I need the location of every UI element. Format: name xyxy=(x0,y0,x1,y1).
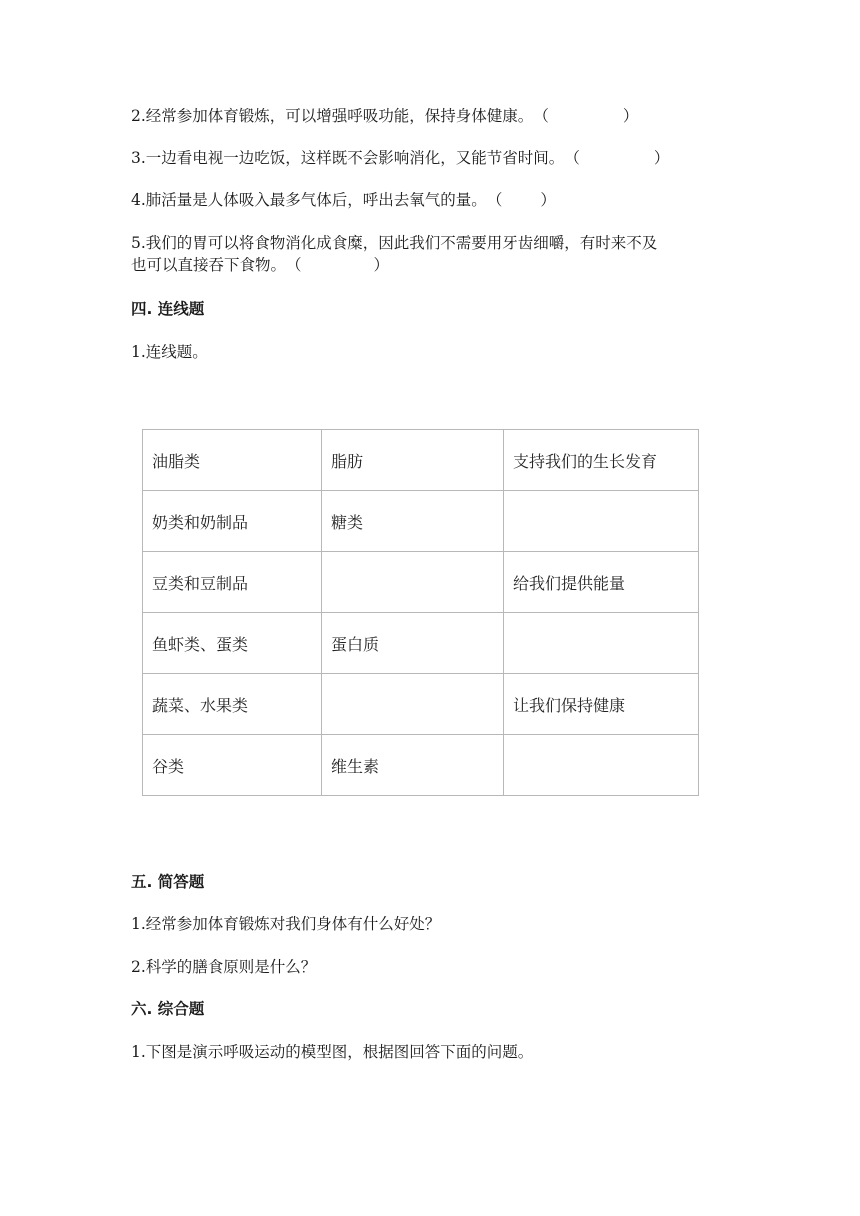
function-cell xyxy=(504,491,699,552)
matching-question xyxy=(131,341,208,363)
table-row xyxy=(143,552,699,613)
function-cell: 给我们提供能量 xyxy=(504,552,699,613)
item-text-line1: 我们的胃可以将食物消化成食糜，因此我们不需要用牙齿细嚼，有时来不及 xyxy=(145,234,658,252)
food-group-cell: 豆类和豆制品 xyxy=(143,552,322,613)
nutrient-cell xyxy=(322,552,504,613)
item-number: 4. xyxy=(131,191,146,209)
table-row xyxy=(143,613,699,674)
food-group-cell: 鱼虾类、蛋类 xyxy=(143,613,322,674)
function-cell xyxy=(504,735,699,796)
nutrient-cell: 蛋白质 xyxy=(322,613,504,674)
judgement-item-5-cont xyxy=(131,254,389,276)
item-number: 1. xyxy=(131,915,146,933)
comprehensive-question-1 xyxy=(131,1041,533,1063)
item-text: 一边看电视一边吃饭，这样既不会影响消化，又能节省时间。 xyxy=(145,149,565,167)
item-text: 科学的膳食原则是什么？ xyxy=(145,958,317,976)
item-text: 肺活量是人体吸入最多气体后，呼出去氧气的量。 xyxy=(145,191,487,209)
nutrient-cell xyxy=(322,674,504,735)
matching-table xyxy=(142,429,699,796)
judgement-item-5 xyxy=(131,232,657,254)
answer-blank[interactable]: （ ） xyxy=(486,191,556,209)
table-row xyxy=(143,491,699,552)
table-row xyxy=(143,674,699,735)
section-heading-matching: 四. 连线题 xyxy=(131,300,205,318)
item-number: 1. xyxy=(131,343,146,361)
food-group-cell: 油脂类 xyxy=(143,430,322,491)
item-number: 2. xyxy=(131,107,146,125)
item-number: 1. xyxy=(131,1043,146,1061)
section-heading-short-answer: 五. 简答题 xyxy=(131,873,205,891)
judgement-item-2 xyxy=(131,105,638,127)
item-number: 3. xyxy=(131,149,146,167)
judgement-item-4 xyxy=(131,189,556,211)
answer-blank[interactable]: （ ） xyxy=(564,149,670,167)
answer-blank[interactable]: （ ） xyxy=(286,256,390,274)
food-group-cell: 奶类和奶制品 xyxy=(143,491,322,552)
food-group-cell: 谷类 xyxy=(143,735,322,796)
food-group-cell: 蔬菜、水果类 xyxy=(143,674,322,735)
judgement-item-3 xyxy=(131,147,669,169)
item-text-line2: 也可以直接吞下食物。 xyxy=(131,256,287,274)
nutrient-cell: 维生素 xyxy=(322,735,504,796)
item-text: 经常参加体育锻炼对我们身体有什么好处？ xyxy=(145,915,441,933)
item-text: 连线题。 xyxy=(145,343,208,361)
section-heading-comprehensive: 六. 综合题 xyxy=(131,1000,205,1018)
item-number: 2. xyxy=(131,958,146,976)
table-row xyxy=(143,735,699,796)
nutrient-cell: 糖类 xyxy=(322,491,504,552)
short-answer-question-1 xyxy=(131,913,440,935)
item-number: 5. xyxy=(131,234,146,252)
function-cell xyxy=(504,613,699,674)
table-row xyxy=(143,430,699,491)
item-text: 经常参加体育锻炼，可以增强呼吸功能，保持身体健康。 xyxy=(145,107,534,125)
nutrient-cell: 脂肪 xyxy=(322,430,504,491)
function-cell: 支持我们的生长发育 xyxy=(504,430,699,491)
answer-blank[interactable]: （ ） xyxy=(533,107,639,125)
function-cell: 让我们保持健康 xyxy=(504,674,699,735)
item-text: 下图是演示呼吸运动的模型图，根据图回答下面的问题。 xyxy=(145,1043,534,1061)
short-answer-question-2 xyxy=(131,956,316,978)
